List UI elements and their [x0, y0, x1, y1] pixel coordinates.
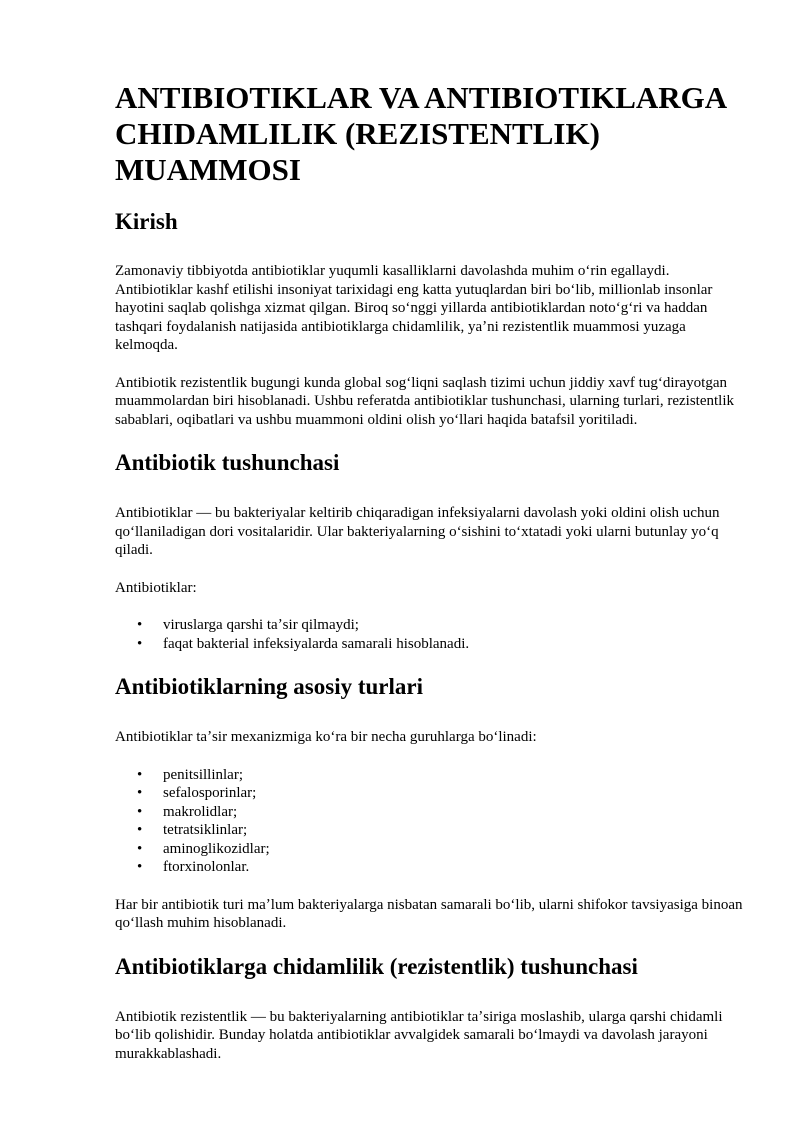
list-item: • aminoglikozidlar;	[163, 840, 745, 859]
concept-paragraph-1: Antibiotiklar — bu bakteriyalar keltirib chiqaradigan infeksiyalarni davolash yoki oldini olish uchun qoʻllaniladigan dori vositalaridir. Ular bakteriyalarning oʻsishini toʻxtatadi yoki ularni butunlay yoʻq qiladi.	[115, 505, 720, 558]
list-item: • sefalosporinlar;	[163, 784, 745, 803]
list-item: • viruslarga qarshi taʼsir qilmaydi;	[163, 616, 745, 635]
concept-paragraph-2: Antibiotiklar:	[115, 579, 197, 596]
types-list	[115, 766, 745, 877]
types-paragraph-1: Antibiotiklar taʼsir mexanizmiga koʻra bir necha guruhlarga boʻlinadi:	[115, 729, 537, 745]
heading-resistance: Antibiotiklarga chidamlilik (rezistentlik) tushunchasi	[115, 953, 638, 979]
heading-types: Antibiotiklarning asosiy turlari	[115, 674, 423, 699]
resistance-paragraph-1: Antibiotik rezistentlik — bu bakteriyalarning antibiotiklar taʼsiriga moslashib, ularga qarshi chidamli boʻlib qolishidir. Bunday holatda antibiotiklar avvalgidek samarali boʻlmaydi va davolash jarayoni murakkablashadi.	[115, 1008, 723, 1062]
intro-paragraph-2: Antibiotik rezistentlik bugungi kunda global sogʻliqni saqlash tizimi uchun jiddiy xavf tugʻdirayotgan muammolardan biri hisoblanadi. Ushbu referatda antibiotiklar tushunchasi, ularning turlari, rezistentlik sabablari, oqibatlari va ushbu muammoni oldini olish yoʻllari haqida batafsil yoritiladi.	[115, 374, 734, 428]
heading-intro: Kirish	[115, 209, 178, 234]
heading-concept: Antibiotik tushunchasi	[115, 450, 340, 475]
types-paragraph-2: Har bir antibiotik turi maʼlum bakteriyalarga nisbatan samarali boʻlib, ularni shifokor tavsiyasiga binoan qoʻllash muhim hisoblanadi.	[115, 896, 743, 931]
document-title: ANTIBIOTIKLAR VA ANTIBIOTIKLARGA CHIDAMLILIK (REZISTENTLIK) MUAMMOSI	[115, 80, 726, 187]
list-item: • faqat bakterial infeksiyalarda samarali hisoblanadi.	[163, 635, 745, 654]
concept-list	[115, 616, 745, 653]
intro-paragraph-1: Zamonaviy tibbiyotda antibiotiklar yuqumli kasalliklarni davolashda muhim oʻrin egallaydi. Antibiotiklar kashf etilishi insoniyat tarixidagi eng katta yutuqlardan biri boʻlib, millionlab insonlar hayotini saqlab qolishga xizmat qilgan. Biroq soʻnggi yillarda antibiotiklardan notoʻgʻri va haddan tashqari foydalanish natijasida antibiotiklarga chidamlilik, yaʼni rezistentlik muammosi yuzaga kelmoqda.	[115, 263, 713, 353]
list-item: • tetratsiklinlar;	[163, 821, 745, 840]
list-item: • penitsillinlar;	[163, 766, 745, 785]
document-page	[115, 80, 745, 1063]
list-item: • ftorxinolonlar.	[163, 858, 745, 877]
list-item: • makrolidlar;	[163, 803, 745, 822]
